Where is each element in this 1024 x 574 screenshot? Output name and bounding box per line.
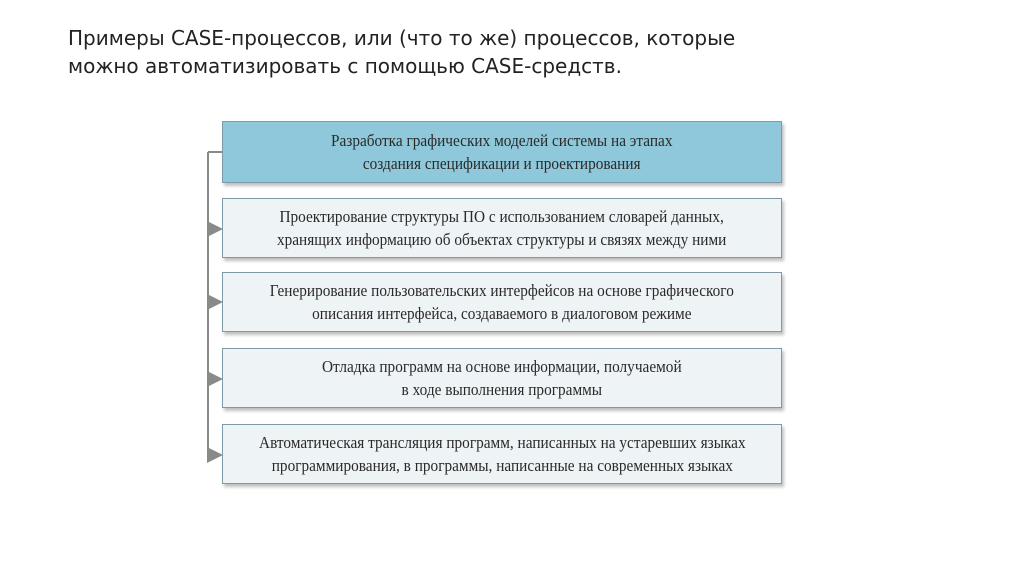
slide-title-line-2: можно автоматизировать с помощью CASE-средств. <box>68 54 622 78</box>
diagram-item-box-3 <box>222 348 782 408</box>
diagram-head-line-2: создания спецификации и проектирования <box>363 154 641 173</box>
diagram-item-3-line-2: в ходе выполнения программы <box>401 380 603 399</box>
diagram-item-2-line-1: Генерирование пользовательских интерфейсов на основе графического <box>269 281 735 300</box>
diagram-item-3-line-1: Отладка программ на основе информации, получаемой <box>322 357 682 376</box>
slide-title-line-1: Примеры CASE-процессов, или (что то же) процессов, которые <box>68 26 736 50</box>
diagram-head-line-1: Разработка графических моделей системы на этапах <box>331 131 673 150</box>
diagram-item-box-2 <box>222 272 782 332</box>
diagram-item-2-line-2: описания интерфейса, создаваемого в диалоговом режиме <box>312 304 692 323</box>
diagram-item-box-1 <box>222 198 782 258</box>
diagram-item-box-4 <box>222 424 782 484</box>
diagram-item-1-line-2: хранящих информацию об объектах структуры и связях между ними <box>277 230 727 249</box>
diagram-item-1-line-1: Проектирование структуры ПО с использованием словарей данных, <box>279 207 725 226</box>
diagram-item-4-line-2: программирования, в программы, написанные на современных языках <box>271 456 733 475</box>
diagram-item-4-line-1: Автоматическая трансляция программ, написанных на устаревших языках <box>258 433 746 452</box>
diagram-head-box <box>222 121 782 183</box>
